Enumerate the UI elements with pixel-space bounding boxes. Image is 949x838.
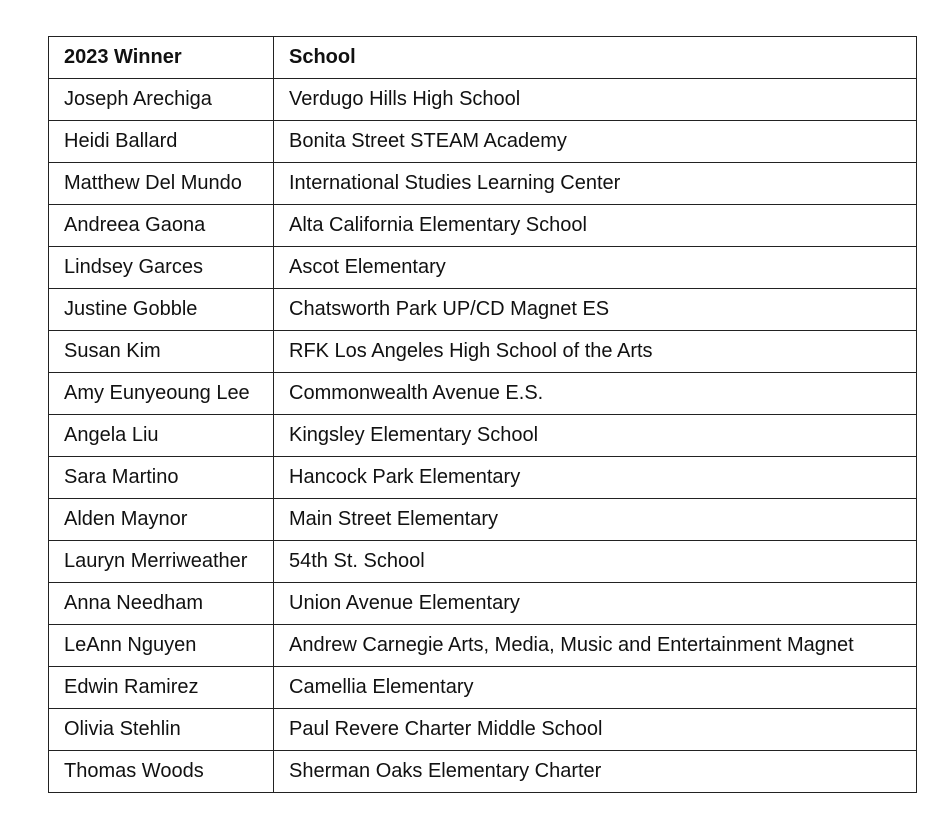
table-row (49, 415, 917, 457)
table-row (49, 205, 917, 247)
school-cell: Main Street Elementary (274, 499, 917, 541)
school-cell: Union Avenue Elementary (274, 583, 917, 625)
winner-cell: Justine Gobble (49, 289, 274, 331)
winner-cell: Susan Kim (49, 331, 274, 373)
winner-cell: LeAnn Nguyen (49, 625, 274, 667)
school-cell: Verdugo Hills High School (274, 79, 917, 121)
table-row (49, 709, 917, 751)
column-header-school: School (274, 37, 917, 79)
table-row (49, 373, 917, 415)
winner-cell: Heidi Ballard (49, 121, 274, 163)
school-cell: Kingsley Elementary School (274, 415, 917, 457)
school-cell: Hancock Park Elementary (274, 457, 917, 499)
winner-cell: Thomas Woods (49, 751, 274, 793)
school-cell: Chatsworth Park UP/CD Magnet ES (274, 289, 917, 331)
table-row (49, 289, 917, 331)
school-cell: Commonwealth Avenue E.S. (274, 373, 917, 415)
school-cell: Camellia Elementary (274, 667, 917, 709)
table-row (49, 667, 917, 709)
school-cell: Sherman Oaks Elementary Charter (274, 751, 917, 793)
table-row (49, 541, 917, 583)
winner-cell: Andreea Gaona (49, 205, 274, 247)
winner-cell: Lauryn Merriweather (49, 541, 274, 583)
winner-cell: Edwin Ramirez (49, 667, 274, 709)
table-row (49, 457, 917, 499)
school-cell: Alta California Elementary School (274, 205, 917, 247)
winner-cell: Joseph Arechiga (49, 79, 274, 121)
winner-cell: Olivia Stehlin (49, 709, 274, 751)
table-header-row (49, 37, 917, 79)
table-row (49, 583, 917, 625)
school-cell: Bonita Street STEAM Academy (274, 121, 917, 163)
winner-cell: Matthew Del Mundo (49, 163, 274, 205)
table-row (49, 625, 917, 667)
table-row (49, 163, 917, 205)
winner-cell: Alden Maynor (49, 499, 274, 541)
table-row (49, 247, 917, 289)
school-cell: International Studies Learning Center (274, 163, 917, 205)
winners-table (48, 36, 917, 793)
winner-cell: Angela Liu (49, 415, 274, 457)
table-row (49, 751, 917, 793)
column-header-winner: 2023 Winner (49, 37, 274, 79)
school-cell: Andrew Carnegie Arts, Media, Music and Entertainment Magnet (274, 625, 917, 667)
table-row (49, 499, 917, 541)
winner-cell: Amy Eunyeoung Lee (49, 373, 274, 415)
school-cell: 54th St. School (274, 541, 917, 583)
table-row (49, 79, 917, 121)
winner-cell: Anna Needham (49, 583, 274, 625)
winner-cell: Sara Martino (49, 457, 274, 499)
school-cell: Ascot Elementary (274, 247, 917, 289)
table-row (49, 121, 917, 163)
school-cell: Paul Revere Charter Middle School (274, 709, 917, 751)
table-row (49, 331, 917, 373)
school-cell: RFK Los Angeles High School of the Arts (274, 331, 917, 373)
winner-cell: Lindsey Garces (49, 247, 274, 289)
